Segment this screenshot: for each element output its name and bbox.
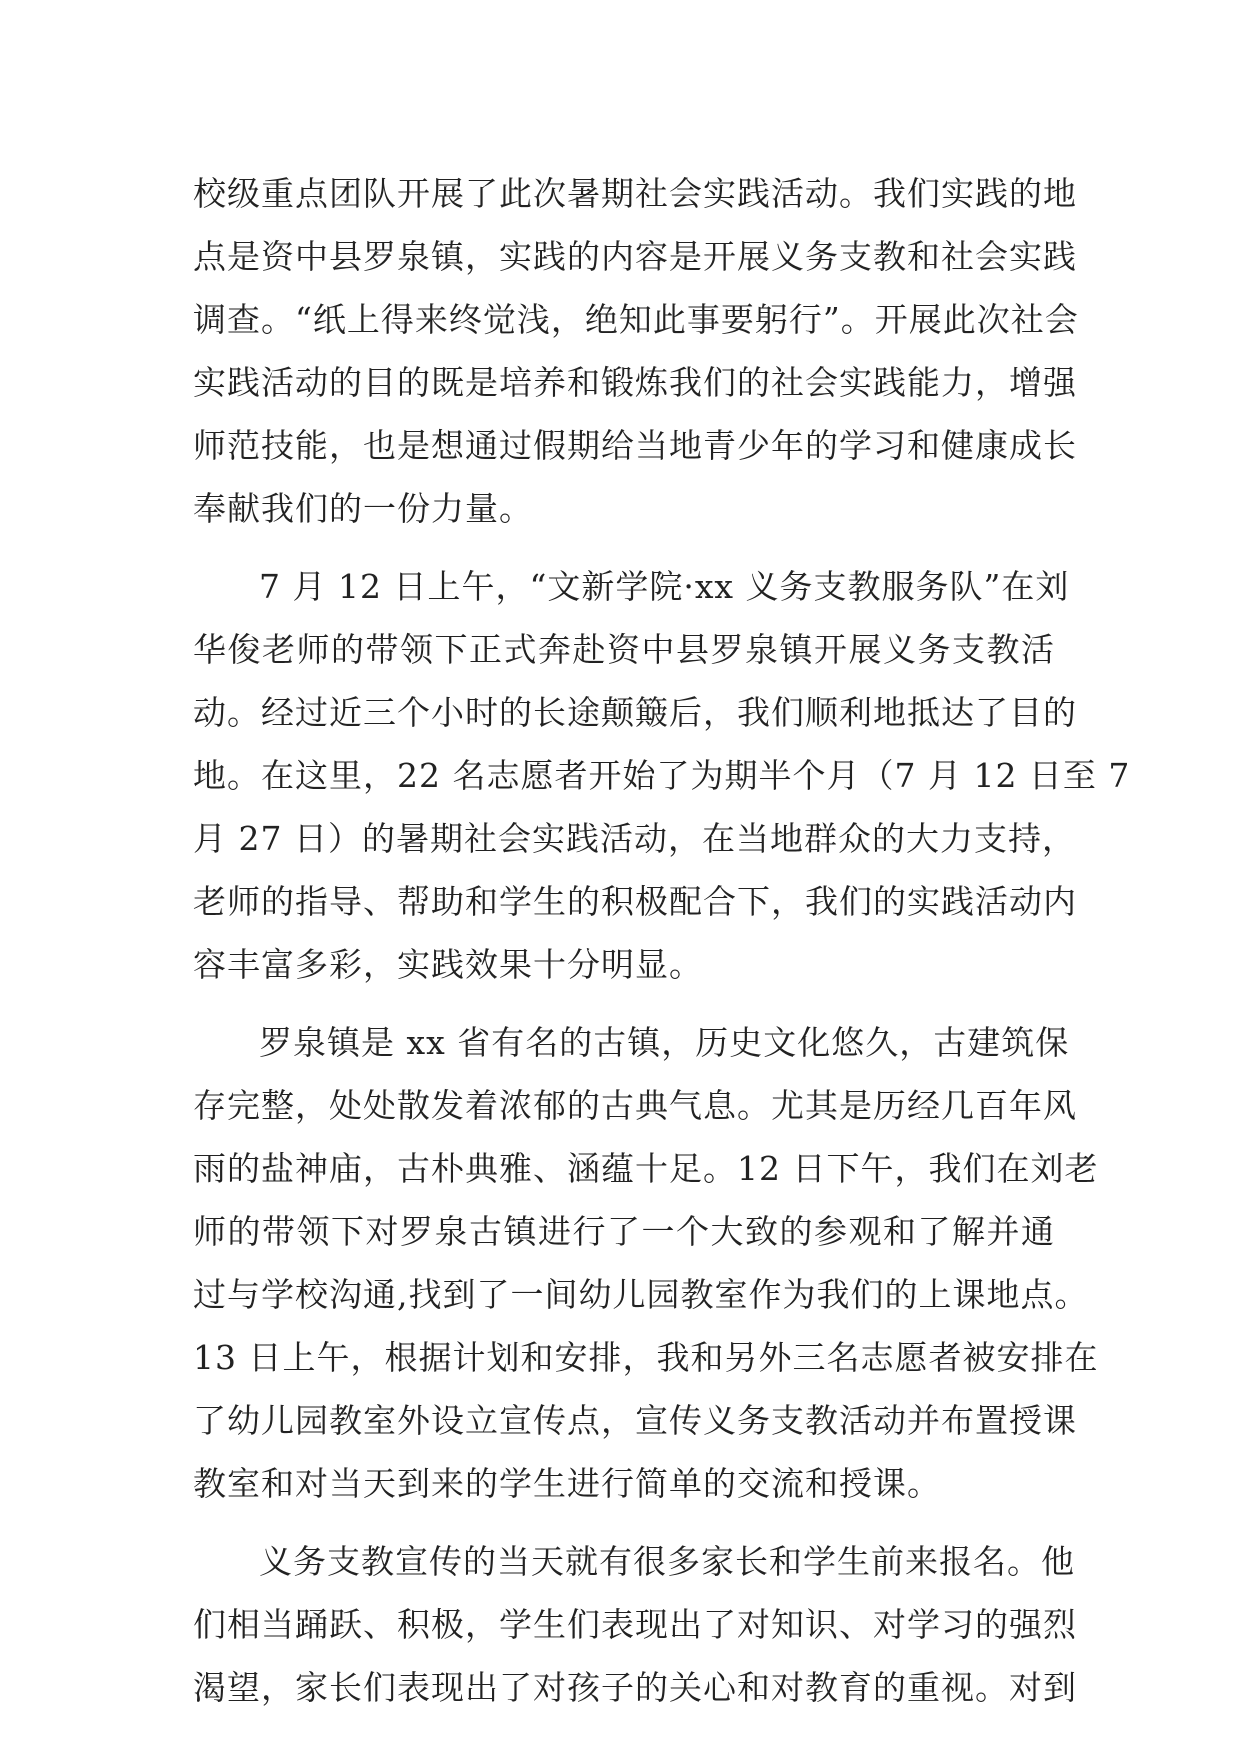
paragraph — [193, 1530, 1077, 1719]
text-line: 教室和对当天到来的学生进行简单的交流和授课。 — [193, 1464, 941, 1503]
text-line: 奉献我们的一份力量。 — [193, 489, 533, 528]
text-line: 点是资中县罗泉镇，实践的内容是开展义务支教和社会实践 — [193, 237, 1077, 276]
text-line: 义务支教宣传的当天就有很多家长和学生前来报名。他 — [259, 1542, 1075, 1581]
text-line: 师的带领下对罗泉古镇进行了一个大致的参观和了解并通 — [193, 1212, 1055, 1251]
text-line: 实践活动的目的既是培养和锻炼我们的社会实践能力，增强 — [193, 363, 1077, 402]
text-line: 校级重点团队开展了此次暑期社会实践活动。我们实践的地 — [193, 174, 1077, 213]
text-line: 华俊老师的带领下正式奔赴资中县罗泉镇开展义务支教活 — [193, 630, 1055, 669]
text-line: 渴望，家长们表现出了对孩子的关心和对教育的重视。对到 — [193, 1668, 1077, 1707]
text-line: 13 日上午，根据计划和安排，我和另外三名志愿者被安排在 — [193, 1338, 1099, 1377]
paragraph — [193, 555, 1131, 996]
text-line: 罗泉镇是 xx 省有名的古镇，历史文化悠久，古建筑保 — [259, 1023, 1070, 1062]
text-line: 过与学校沟通,找到了一间幼儿园教室作为我们的上课地点。 — [193, 1275, 1089, 1314]
text-line: 动。经过近三个小时的长途颠簸后，我们顺利地抵达了目的 — [193, 693, 1077, 732]
text-line: 师范技能，也是想通过假期给当地青少年的学习和健康成长 — [193, 426, 1077, 465]
paragraph — [193, 162, 1079, 540]
text-line: 容丰富多彩，实践效果十分明显。 — [193, 945, 703, 984]
text-line: 老师的指导、帮助和学生的积极配合下，我们的实践活动内 — [193, 882, 1077, 921]
text-line: 了幼儿园教室外设立宣传点，宣传义务支教活动并布置授课 — [193, 1401, 1077, 1440]
paragraph — [193, 1011, 1099, 1515]
body-text — [193, 162, 1131, 1719]
text-line: 7 月 12 日上午，“文新学院·xx 义务支教服务队”在刘 — [259, 567, 1070, 606]
text-line: 雨的盐神庙，古朴典雅、涵蕴十足。12 日下午，我们在刘老 — [193, 1149, 1099, 1188]
text-line: 月 27 日）的暑期社会实践活动，在当地群众的大力支持， — [193, 819, 1076, 858]
text-line: 地。在这里，22 名志愿者开始了为期半个月（7 月 12 日至 7 — [193, 756, 1131, 795]
text-line: 存完整，处处散发着浓郁的古典气息。尤其是历经几百年风 — [193, 1086, 1077, 1125]
text-line: 们相当踊跃、积极，学生们表现出了对知识、对学习的强烈 — [193, 1605, 1077, 1644]
text-line: 调查。“纸上得来终觉浅，绝知此事要躬行”。开展此次社会 — [193, 300, 1079, 339]
